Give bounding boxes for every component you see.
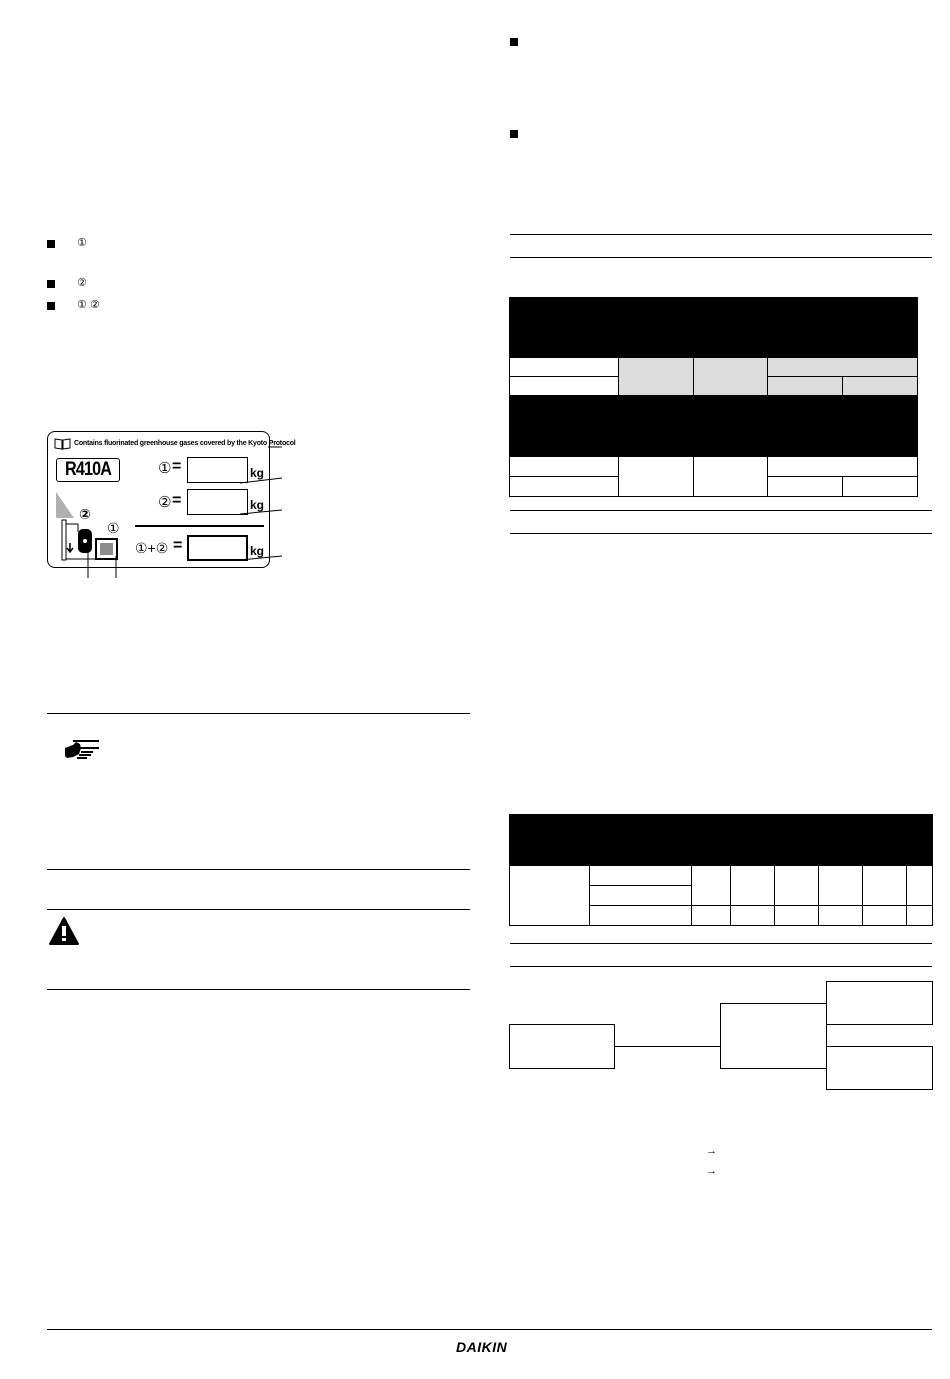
bottle-mark-factory: ① <box>107 520 120 536</box>
diagram-box-source <box>509 1024 615 1069</box>
refrigerant-name: R410A <box>64 459 112 480</box>
brand-logo: DAIKIN <box>456 1339 508 1355</box>
diagram-connector <box>614 1046 721 1047</box>
table2-cell <box>589 885 692 906</box>
table1-cell <box>767 376 843 396</box>
table2-cell <box>818 865 863 906</box>
bottle-mark-additional: ② <box>79 506 91 522</box>
additional-charge-symbol: ② <box>158 494 172 511</box>
table2-cell <box>906 865 933 906</box>
table1-bottom-rule <box>510 533 932 534</box>
bullet-symbol: ① <box>77 237 87 249</box>
table1-cell <box>767 357 918 377</box>
bullet-square <box>510 130 518 138</box>
additional-charge-unit: kg <box>250 498 265 512</box>
bullet-symbol: ① ② <box>77 299 100 311</box>
table1-header-band <box>509 297 918 358</box>
table1-cell <box>509 376 619 396</box>
table2-cell <box>818 905 863 926</box>
table2-cell <box>906 905 933 926</box>
table1-cell <box>842 376 918 396</box>
table1-cell <box>618 456 694 497</box>
table2-cell <box>730 865 775 906</box>
label-header-text: Contains fluorinated greenhouse gases covered by the Kyoto Protocol <box>74 440 296 447</box>
table1-cell <box>618 357 694 396</box>
note-hand-icon <box>63 740 101 762</box>
note-top-rule <box>47 713 470 714</box>
footer-rule <box>47 1329 932 1330</box>
table1-header-rule <box>510 257 932 258</box>
table2 <box>509 814 933 927</box>
table2-cell <box>589 905 692 926</box>
equals-sign: = <box>172 458 182 475</box>
factory-charge-symbol: ① <box>158 460 172 477</box>
table2-cell <box>862 905 907 926</box>
table1-bottom-rule <box>510 510 932 511</box>
factory-charge-unit: kg <box>250 466 265 480</box>
table2-cell <box>509 865 590 926</box>
equals-sign: = <box>173 537 183 554</box>
total-charge-symbol: ①+② <box>135 540 169 556</box>
table2-cell <box>862 865 907 906</box>
note-bottom-rule <box>47 869 470 870</box>
equals-sign: = <box>172 492 182 509</box>
diagram-box-top <box>826 981 933 1025</box>
table1 <box>509 297 918 498</box>
total-charge-unit: kg <box>250 544 265 558</box>
table2-cell <box>774 905 819 926</box>
table2-cell <box>589 865 692 886</box>
warning-bottom-rule <box>47 989 470 990</box>
label-leader-lines <box>0 0 300 590</box>
table2-cell <box>774 865 819 906</box>
table1-cell <box>767 456 918 477</box>
bullet-symbol: ② <box>77 277 87 289</box>
table1-mid-band <box>509 396 918 457</box>
table1-top-rule <box>510 234 932 235</box>
warning-top-rule <box>47 909 470 910</box>
diagram-top-rule <box>510 966 932 967</box>
bullet-square <box>510 38 518 46</box>
table2-header-band <box>509 814 933 866</box>
table1-cell <box>767 476 843 497</box>
table1-cell <box>509 476 619 497</box>
arrow-glyph: → <box>706 1165 717 1177</box>
diagram-box-bottom <box>826 1046 933 1090</box>
warning-icon <box>48 916 80 946</box>
table1-cell <box>693 357 768 396</box>
table1-cell <box>842 476 918 497</box>
table2-cell <box>730 905 775 926</box>
arrow-glyph: → <box>706 1145 717 1157</box>
table2-cell <box>691 865 731 906</box>
diagram-top-rule <box>510 943 932 944</box>
table1-cell <box>509 357 619 377</box>
table1-cell <box>693 456 768 497</box>
diagram-box-middle <box>720 1003 827 1069</box>
table1-cell <box>509 456 619 477</box>
table2-cell <box>691 905 731 926</box>
